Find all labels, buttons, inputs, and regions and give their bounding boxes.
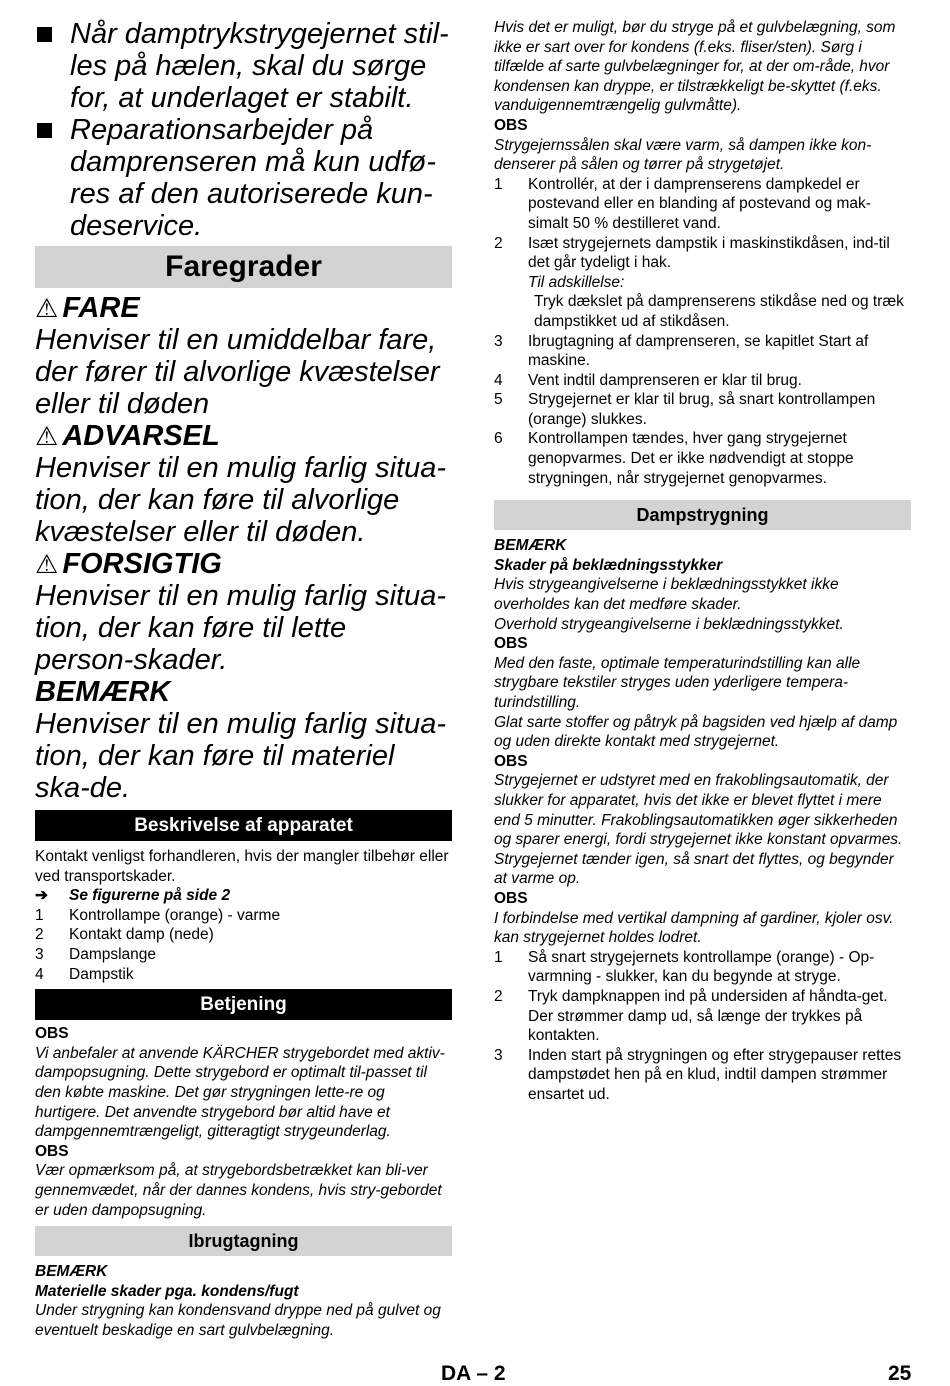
obs-label: OBS xyxy=(35,1025,69,1043)
obs-text: Glat sarte stoffer og påtryk på bagsiden ved hjælp af damp og uden direkte kontakt med strygejernet. xyxy=(494,713,898,751)
step-item: 2 Tryk dampknappen ind på undersiden af håndta-get. Der strømmer damp ud, så længe der trykkes på kontakten. xyxy=(494,987,888,1045)
obs-text: Strygejernet er udstyret med en frakoblingsautomatik, der slukker for apparatet, hvis det ikke er blevet flyttet i mere end 5 minutter. Frakoblingsautomatikken øger sikkerheden og sparer energi, fordi strygejernet ikke konstant opvarmes. Strygejernet tænder igen, så snart det flyttes, og begynder at varme op. xyxy=(494,772,903,888)
step-item: 3 Ibrugtagning af damprenseren, se kapitlet Start af maskine. xyxy=(494,332,869,370)
hazard-heading-fare: ⚠ FARE xyxy=(35,292,140,324)
step-item: 1 Kontrollér, at der i damprenserens dampkedel er postevand eller en blanding af postevand og mak-simalt 50 % destilleret vand. xyxy=(494,175,871,232)
step-item: 4 Vent indtil damprenseren er klar til brug. xyxy=(494,371,802,389)
page-number: 25 xyxy=(888,1362,912,1385)
section-heading-betjening: Betjening xyxy=(35,989,452,1020)
note-text: Hvis strygeangivelserne i beklædningsstykket ikke overholdes kan det medføre skader. xyxy=(494,576,839,614)
hazard-text-forsigtig: Henviser til en mulig farlig situa-tion, der kan føre til lette person-skader. xyxy=(35,580,446,676)
section-heading-beskrivelse: Beskrivelse af apparatet xyxy=(35,810,452,841)
hazard-heading-bemaerk: BEMÆRK xyxy=(35,676,171,708)
warning-triangle-icon: ⚠ xyxy=(35,421,59,451)
obs-text: Med den faste, optimale temperaturindstilling kan alle strygbare tekstiler stryges uden yderligere tempera-turindstilling. xyxy=(494,654,861,711)
step-item: 1 Så snart strygejernets kontrollampe (orange) - Op-varmning - slukker, kan du begynde at stryge. xyxy=(494,948,875,986)
separation-text: Tryk dækslet på damprenserens stikdåse ned og træk dampstikket ud af stikdåsen. xyxy=(534,293,904,330)
separation-label: Til adskillelse: xyxy=(528,273,625,291)
arrow-right-icon: ➔ xyxy=(35,887,48,905)
note-text: Overhold strygeangivelserne i beklædningsstykket. xyxy=(494,615,844,633)
floor-intro-text: Hvis det er muligt, bør du stryge på et gulvbelægning, som ikke er sart over for kondens (f.eks. fliser/sten). Sørg i tilfælde af sarte gulvbelægninger for, at der om-råde, hvor kondensen kan dryppe, er tilstrækkeligt be-skyttet (f.eks. vanduigennemtrængelig gulvmåtte). xyxy=(494,19,896,115)
obs-label: OBS xyxy=(494,635,528,653)
obs-label: OBS xyxy=(494,752,528,770)
step-item: 3 Inden start på strygningen og efter strygepauser rettes dampstødet hen på en klud, indtil dampen strømmer ensartet ud. xyxy=(494,1046,902,1103)
hazard-heading-forsigtig: ⚠ FORSIGTIG xyxy=(35,548,222,580)
obs-text: I forbindelse med vertikal dampning af gardiner, kjoler osv. kan strygejernet holdes lodret. xyxy=(494,909,894,947)
obs-label: OBS xyxy=(494,116,528,134)
note-text: Under strygning kan kondensvand dryppe ned på gulvet og eventuelt beskadige en sart gulvbelægning. xyxy=(35,1302,441,1339)
square-bullet-icon xyxy=(37,123,52,138)
section-heading-ibrugtagning: Ibrugtagning xyxy=(35,1226,452,1256)
obs-label: OBS xyxy=(494,889,528,907)
warning-triangle-icon: ⚠ xyxy=(35,549,59,579)
warning-triangle-icon: ⚠ xyxy=(35,293,59,323)
footer-section-label: DA – 2 xyxy=(441,1362,506,1385)
section-heading-dampstrygning: Dampstrygning xyxy=(494,500,911,530)
note-label: BEMÆRK xyxy=(35,1263,108,1281)
beskrivelse-intro: Kontakt venligst forhandleren, hvis der mangler tilbehør eller ved transportskader. xyxy=(35,848,449,885)
hazard-text-advarsel: Henviser til en mulig farlig situa-tion, der kan føre til alvorlige kvæstelser eller til døden. xyxy=(35,452,446,548)
obs-text: Vi anbefaler at anvende KÄRCHER strygebordet med aktiv-dampopsugning. Dette strygebord er optimalt til-passet til den købte maskine. Det gør strygningen lette-re og hurtigere. Det anvendte strygebord bør altid have et dampgennemtrængeligt, gitteragtigt strygeunderlag. xyxy=(35,1044,445,1141)
safety-bullet: Reparationsarbejder på damprenseren må kun udfø-res af den autoriserede kun-deservice. xyxy=(35,114,452,242)
figure-reference: ➔ Se figurerne på side 2 xyxy=(35,887,231,905)
square-bullet-icon xyxy=(37,27,52,42)
list-item: 4 Dampstik xyxy=(35,965,134,983)
step-item: 6 Kontrollampen tændes, hver gang strygejernet genopvarmes. Det er ikke nødvendigt at stoppe strygningen, når strygejernet genopvarmes. xyxy=(494,430,854,487)
hazard-heading-advarsel: ⚠ ADVARSEL xyxy=(35,420,220,452)
list-item: 1 Kontrollampe (orange) - varme xyxy=(35,906,281,924)
safety-bullet: Når damptrykstrygejernet stil-les på hælen, skal du sørge for, at underlaget er stabilt. xyxy=(35,18,452,114)
note-label: BEMÆRK xyxy=(494,537,567,555)
note-heading: Skader på beklædningsstykker xyxy=(494,556,723,574)
obs-text: Vær opmærksom på, at strygebordsbetrækket kan bli-ver gennemvædet, når der dannes kondens, hvis stry-gebordet er uden dampopsugning. xyxy=(35,1162,442,1219)
obs-text: Strygejernssålen skal være varm, så dampen ikke kon-denserer på sålen og tørrer på strygetøjet. xyxy=(494,136,872,174)
list-item: 3 Dampslange xyxy=(35,945,157,963)
note-heading: Materielle skader pga. kondens/fugt xyxy=(35,1282,299,1300)
left-column xyxy=(35,0,452,1340)
obs-label: OBS xyxy=(35,1142,69,1160)
hazard-text-fare: Henviser til en umiddelbar fare, der fører til alvorlige kvæstelser eller til døden xyxy=(35,324,440,420)
step-item: 2 Isæt strygejernets dampstik i maskinstikdåsen, ind-til det går tydeligt i hak. xyxy=(494,234,890,272)
step-item: 5 Strygejernet er klar til brug, så snart kontrollampen (orange) slukkes. xyxy=(494,391,876,428)
hazard-text-bemaerk: Henviser til en mulig farlig situa-tion, der kan føre til materiel ska-de. xyxy=(35,708,446,804)
section-heading-faregrader: Faregrader xyxy=(35,246,452,288)
right-column xyxy=(494,0,911,1104)
list-item: 2 Kontakt damp (nede) xyxy=(35,926,214,944)
